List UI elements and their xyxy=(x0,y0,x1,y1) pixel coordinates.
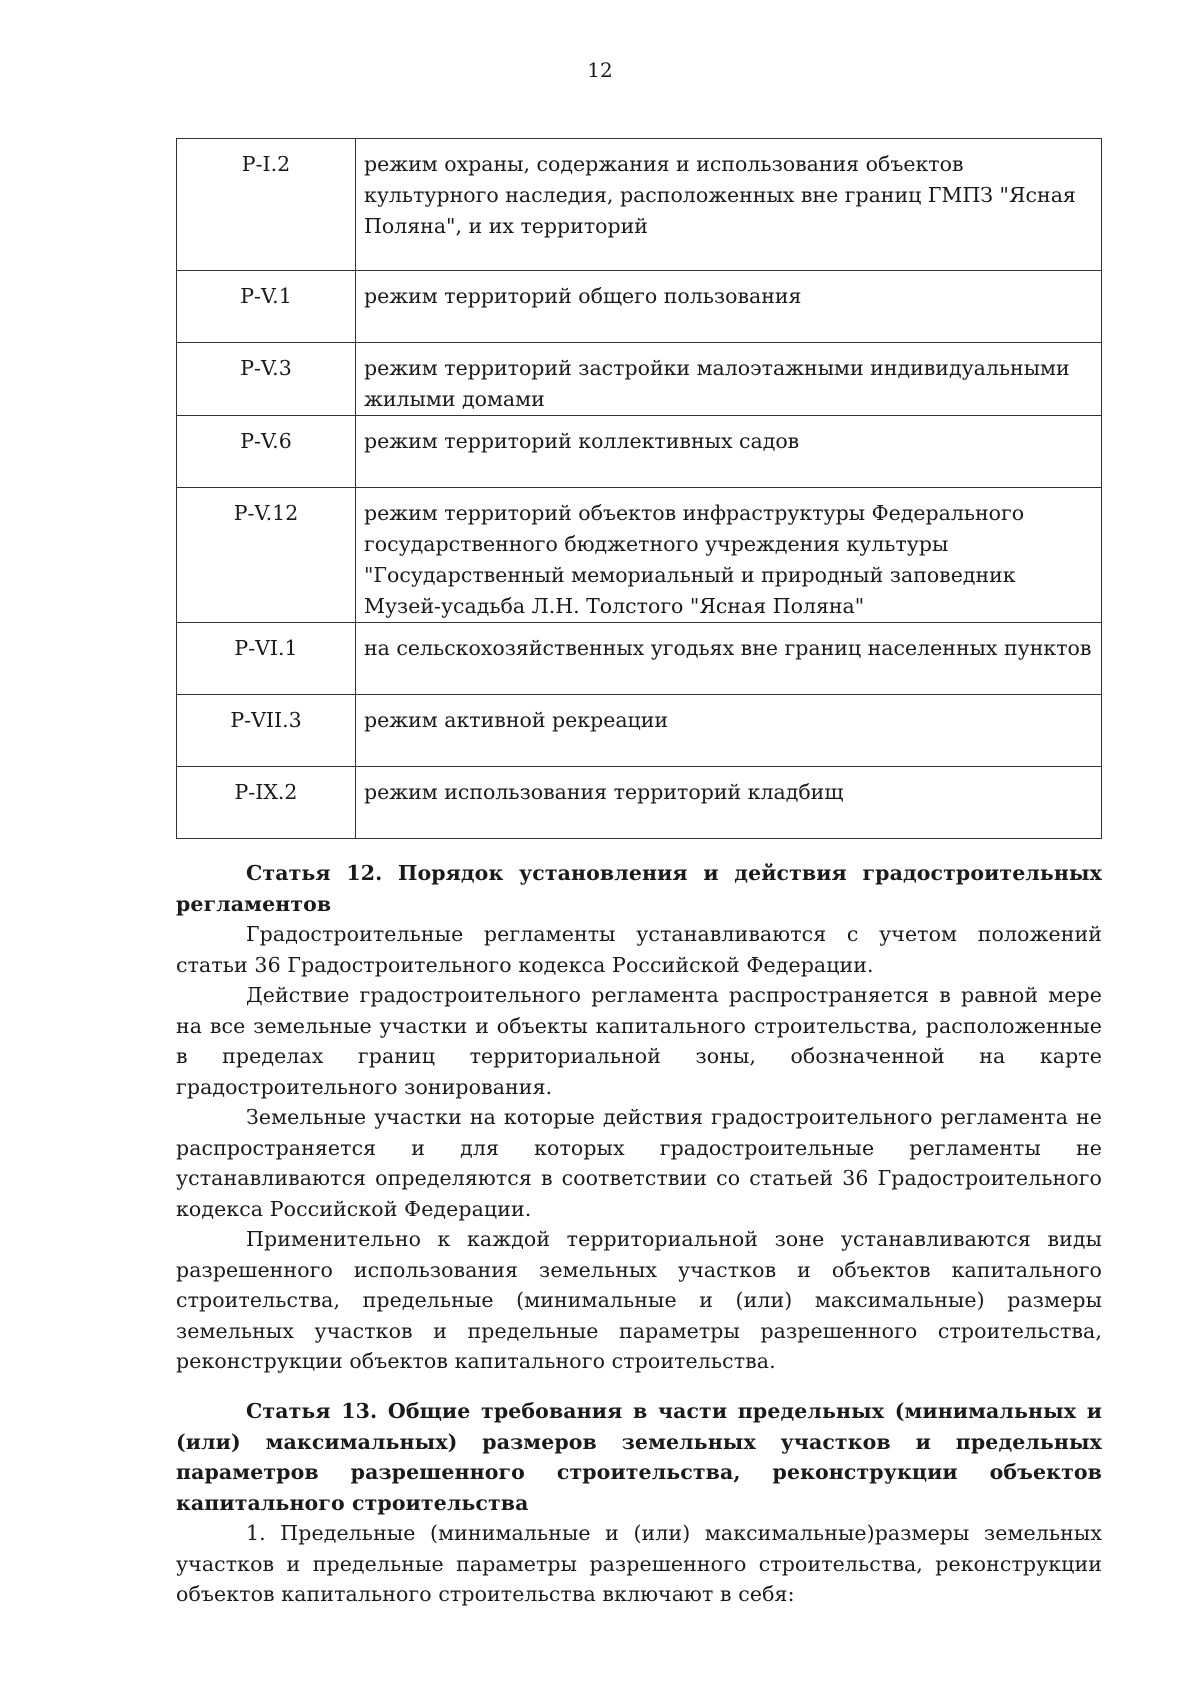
article-12-heading: Статья 12. Порядок установления и действия градостроительных регламентов xyxy=(176,861,1102,916)
article-12-paragraph: Применительно к каждой территориальной зоне устанавливаются виды разрешенного использования земельных участков и объектов капитального строительства, предельные (минимальные и (или) максимальные) размеры земельных участков и предельные параметры разрешенного строительства, реконструкции объектов капитального строительства. xyxy=(176,1227,1102,1373)
regime-description: режим территорий общего пользования xyxy=(356,271,1102,343)
regime-code: Р-V.1 xyxy=(177,271,356,343)
article-12-paragraph: Градостроительные регламенты устанавливаются с учетом положений статьи 36 Градостроительного кодекса Российской Федерации. xyxy=(176,922,1102,977)
regime-row xyxy=(177,416,1102,488)
article-12 xyxy=(176,858,1102,1377)
regime-code: Р-V.12 xyxy=(177,488,356,623)
regime-table xyxy=(176,138,1102,839)
regime-code: Р-I.2 xyxy=(177,139,356,271)
article-13-heading: Статья 13. Общие требования в части предельных (минимальных и (или) максимальных) размеров земельных участков и предельных параметров разрешенного строительства, реконструкции объектов капитального строительства xyxy=(176,1399,1102,1515)
regime-row xyxy=(177,623,1102,695)
regime-code: Р-IX.2 xyxy=(177,767,356,839)
page-number: 12 xyxy=(587,58,613,82)
regime-description: режим территорий объектов инфраструктуры Федерального государственного бюджетного учреждения культуры "Государственный мемориальный и природный заповедник Музей-усадьба Л.Н. Толстого "Ясная Поляна" xyxy=(356,488,1102,623)
article-13-paragraph: 1. Предельные (минимальные и (или) максимальные)размеры земельных участков и предельные параметры разрешенного строительства, реконструкции объектов капитального строительства включают в себя: xyxy=(176,1521,1102,1606)
regime-description: режим использования территорий кладбищ xyxy=(356,767,1102,839)
regime-row xyxy=(177,271,1102,343)
regime-description: режим территорий застройки малоэтажными индивидуальными жилыми домами xyxy=(356,343,1102,416)
regime-code: Р-V.3 xyxy=(177,343,356,416)
regime-code: Р-VI.1 xyxy=(177,623,356,695)
regime-code: Р-V.6 xyxy=(177,416,356,488)
regime-row xyxy=(177,767,1102,839)
regime-row xyxy=(177,695,1102,767)
regime-description: на сельскохозяйственных угодьях вне границ населенных пунктов xyxy=(356,623,1102,695)
article-13 xyxy=(176,1396,1102,1610)
article-12-paragraph: Земельные участки на которые действия градостроительного регламента не распространяется и для которых градостроительные регламенты не устанавливаются определяются в соответствии со статьей 36 Градостроительного кодекса Российской Федерации. xyxy=(176,1105,1102,1221)
regime-row xyxy=(177,139,1102,271)
regime-code: Р-VII.3 xyxy=(177,695,356,767)
regime-description: режим территорий коллективных садов xyxy=(356,416,1102,488)
regime-row xyxy=(177,343,1102,416)
regime-row xyxy=(177,488,1102,623)
regime-description: режим активной рекреации xyxy=(356,695,1102,767)
article-12-paragraph: Действие градостроительного регламента распространяется в равной мере на все земельные участки и объекты капитального строительства, расположенные в пределах границ территориальной зоны, обозначенной на карте градостроительного зонирования. xyxy=(176,983,1102,1099)
regime-description: режим охраны, содержания и использования объектов культурного наследия, расположенных вне границ ГМПЗ "Ясная Поляна", и их территорий xyxy=(356,139,1102,271)
